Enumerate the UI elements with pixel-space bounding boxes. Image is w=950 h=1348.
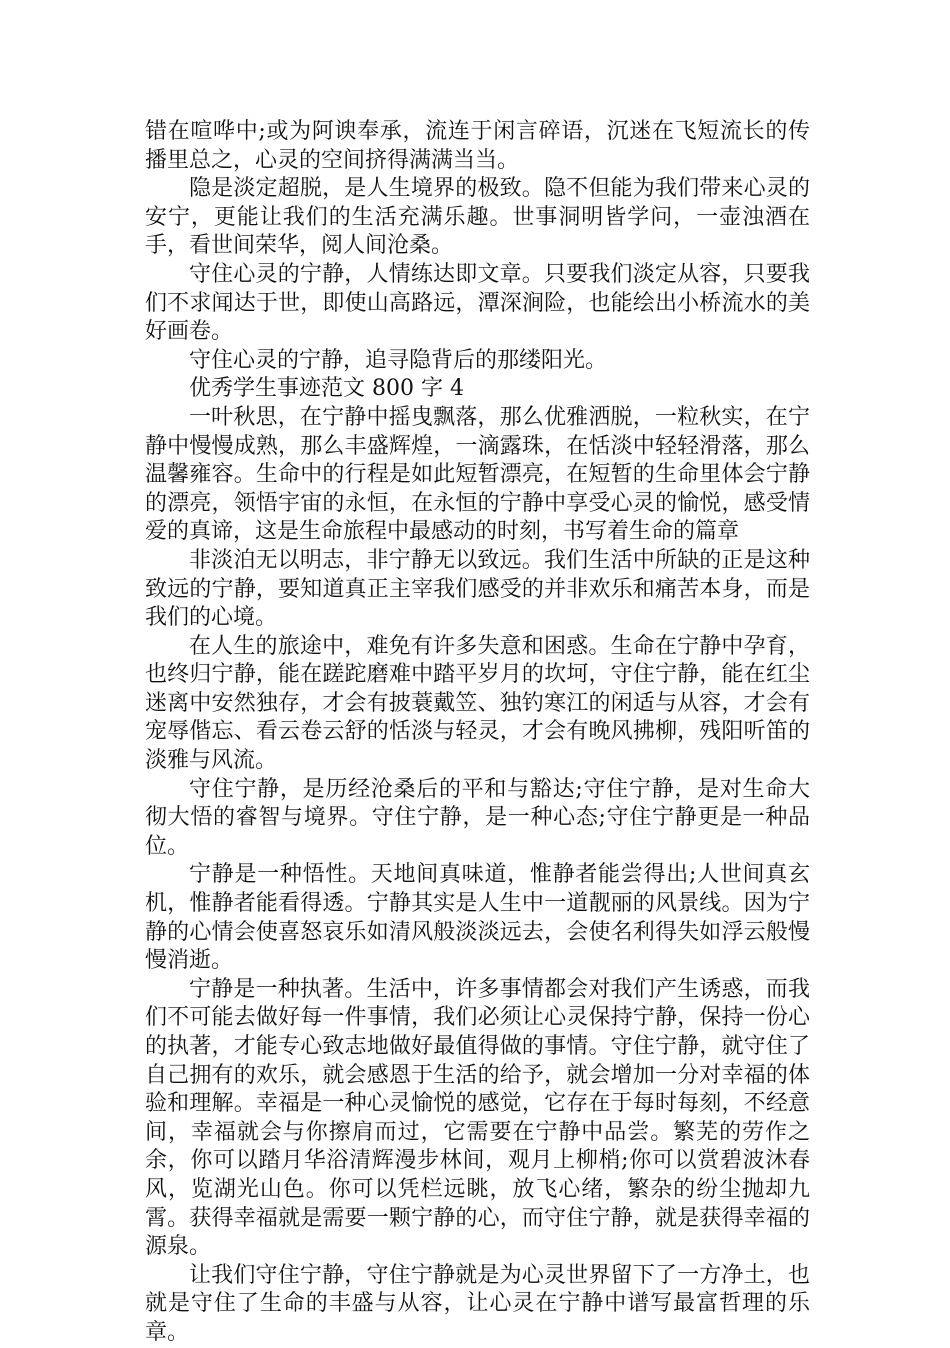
paragraph: 守住心灵的宁静，人情练达即文章。只要我们淡定从容，只要我们不求闻达于世，即使山高路远，潭深涧险，也能绘出小桥流水的美好画卷。 (145, 261, 810, 345)
paragraph: 让我们守住宁静，守住宁静就是为心灵世界留下了一方净土，也就是守住了生命的丰盛与从容，让心灵在宁静中谱写最富哲理的乐章。 (145, 1262, 810, 1345)
paragraph: 宁静是一种悟性。天地间真味道，惟静者能尝得出;人世间真玄机，惟静者能看得透。宁静其实是人生中一道靓丽的风景线。因为宁静的心情会使喜怒哀乐如清风般淡淡远去，会使名利得失如浮云般慢慢消逝。 (145, 862, 810, 974)
paragraph: 守住宁静，是历经沧桑后的平和与豁达;守住宁静，是对生命大彻大悟的睿智与境界。守住宁静，是一种心态;守住宁静更是一种品位。 (145, 776, 810, 859)
paragraph: 在人生的旅途中，难免有许多失意和困惑。生命在宁静中孕育，也终归宁静，能在蹉跎磨难中踏平岁月的坎坷，守住宁静，能在红尘迷离中安然独存，才会有披蓑戴笠、独钓寒江的闲适与从容，才会有宠辱偕忘、看云卷云舒的恬淡与轻灵，才会有晚风拂柳，残阳听笛的淡雅与风流。 (145, 633, 810, 774)
paragraph: 守住心灵的宁静，追寻隐背后的那缕阳光。 (189, 347, 608, 373)
paragraph: 一叶秋思，在宁静中摇曳飘落，那么优雅洒脱，一粒秋实，在宁静中慢慢成熟，那么丰盛辉煌，一滴露珠，在恬淡中轻轻滑落，那么温馨雍容。生命中的行程是如此短暂漂亮，在短暂的生命里体会宁静的漂亮，领悟宇宙的永恒，在永恒的宁静中享受心灵的愉悦，感受情爱的真谛，这是生命旅程中最感动的时刻，书写着生命的篇章 (145, 404, 810, 545)
paragraph: 非淡泊无以明志，非宁静无以致远。我们生活中所缺的正是这种致远的宁静，要知道真正主宰我们感受的并非欢乐和痛苦本身，而是我们的心境。 (145, 547, 810, 631)
paragraph: 错在喧哗中;或为阿谀奉承，流连于闲言碎语，沉迷在飞短流长的传播里总之，心灵的空间挤得满满当当。 (145, 119, 810, 173)
paragraph: 宁静是一种执著。生活中，许多事情都会对我们产生诱惑，而我们不可能去做好每一件事情，我们必须让心灵保持宁静，保持一份心的执著，才能专心致志地做好最值得做的事情。守住宁静，就守住了自己拥有的欢乐，就会感恩于生活的给予，就会增加一分对幸福的体验和理解。幸福是一种心灵愉悦的感觉，它存在于每时每刻，不经意间，幸福就会与你擦肩而过，它需要在宁静中品尝。繁芜的劳作之余，你可以踏月华浴清辉漫步林间，观月上柳梢;你可以赏碧波沐春风，览湖光山色。你可以凭栏远眺，放飞心绪，繁杂的纷尘抛却九霄。获得幸福就是需要一颗宁静的心，而守住宁静，就是获得幸福的源泉。 (145, 976, 810, 1260)
section-heading: 优秀学生事迹范文 800 字 4 (189, 376, 464, 402)
document-body (145, 118, 810, 1348)
paragraph: 隐是淡定超脱，是人生境界的极致。隐不但能为我们带来心灵的安宁，更能让我们的生活充满乐趣。世事洞明皆学问，一壶浊酒在手，看世间荣华，阅人间沧桑。 (145, 176, 810, 259)
